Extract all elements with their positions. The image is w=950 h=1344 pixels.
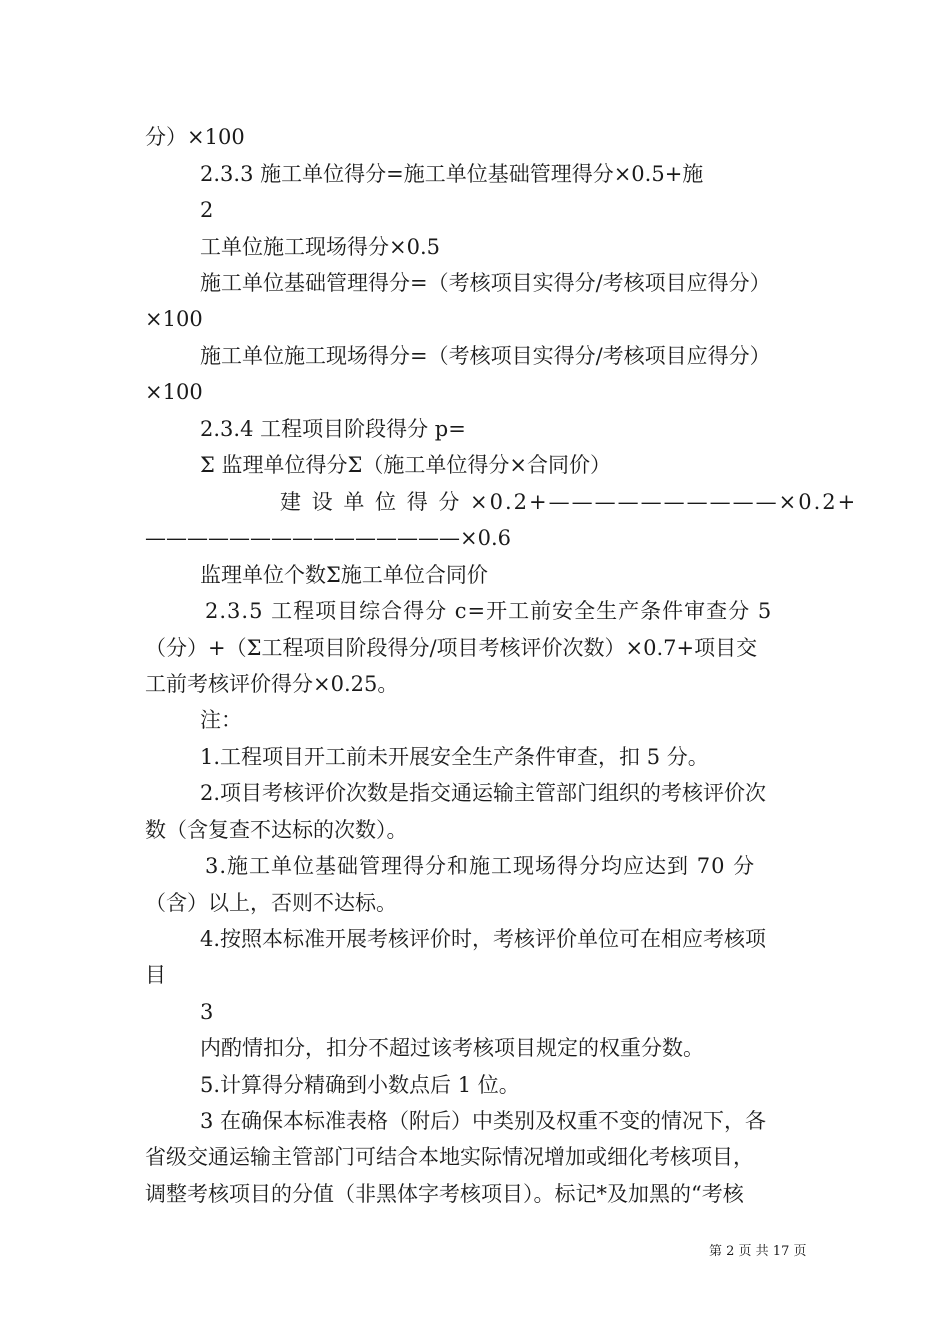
note-item-3: 3.施工单位基础管理得分和施工现场得分均应达到 70 分 bbox=[205, 854, 756, 878]
footnote-marker-3: 3 bbox=[200, 1000, 214, 1024]
page-footer: 第 2 页 共 17 页 bbox=[709, 1244, 807, 1259]
text-line-4: 施工单位基础管理得分=（考核项目实得分/考核项目应得分） bbox=[200, 271, 771, 295]
text-line-6: 施工单位施工现场得分=（考核项目实得分/考核项目应得分） bbox=[200, 344, 771, 368]
text-line-7: ×100 bbox=[145, 380, 203, 404]
footnote-marker: 2 bbox=[200, 198, 214, 222]
formula-main-line: 建 设 单 位 得 分 ×0.2+——————————×0.2+ bbox=[280, 490, 858, 514]
note-item-2-cont: 数（含复查不达标的次数）。 bbox=[145, 818, 408, 842]
text-line-1: 分）×100 bbox=[145, 125, 245, 149]
text-line-3: 工单位施工现场得分×0.5 bbox=[200, 235, 440, 259]
text-line-13: 省级交通运输主管部门可结合本地实际情况增加或细化考核项目， bbox=[145, 1145, 754, 1169]
text-line-8: 2.3.4 工程项目阶段得分 p= bbox=[200, 417, 466, 441]
text-line-12: 3 在确保本标准表格（附后）中类别及权重不变的情况下，各 bbox=[200, 1109, 767, 1133]
note-item-4: 4.按照本标准开展考核评价时，考核评价单位可在相应考核项 bbox=[200, 927, 767, 951]
formula-numerator: Σ 监理单位得分Σ（施工单位得分×合同价） bbox=[200, 453, 611, 477]
formula-rule-line: ———————————————×0.6 bbox=[145, 526, 511, 550]
note-item-4-cont: 目 bbox=[145, 963, 166, 987]
text-line-2: 2.3.3 施工单位得分=施工单位基础管理得分×0.5+施 bbox=[200, 162, 704, 186]
text-line-11: 工前考核评价得分×0.25。 bbox=[145, 672, 399, 696]
text-line-14: 调整考核项目的分值（非黑体字考核项目）。标记*及加黑的“考核 bbox=[145, 1182, 744, 1206]
note-item-4-cont2: 内酌情扣分，扣分不超过该考核项目规定的权重分数。 bbox=[200, 1036, 704, 1060]
note-item-5: 5.计算得分精确到小数点后 1 位。 bbox=[200, 1073, 520, 1097]
text-line-10: （分）+（Σ工程项目阶段得分/项目考核评价次数）×0.7+项目交 bbox=[145, 636, 758, 660]
note-item-1: 1.工程项目开工前未开展安全生产条件审查，扣 5 分。 bbox=[200, 745, 709, 769]
note-heading: 注： bbox=[200, 708, 242, 732]
text-line-5: ×100 bbox=[145, 307, 203, 331]
note-item-2: 2.项目考核评价次数是指交通运输主管部门组织的考核评价次 bbox=[200, 781, 767, 805]
text-line-9: 2.3.5 工程项目综合得分 c=开工前安全生产条件审查分 5 bbox=[205, 599, 773, 623]
note-item-3-cont: （含）以上，否则不达标。 bbox=[145, 891, 397, 915]
formula-denominator: 监理单位个数Σ施工单位合同价 bbox=[200, 563, 488, 587]
